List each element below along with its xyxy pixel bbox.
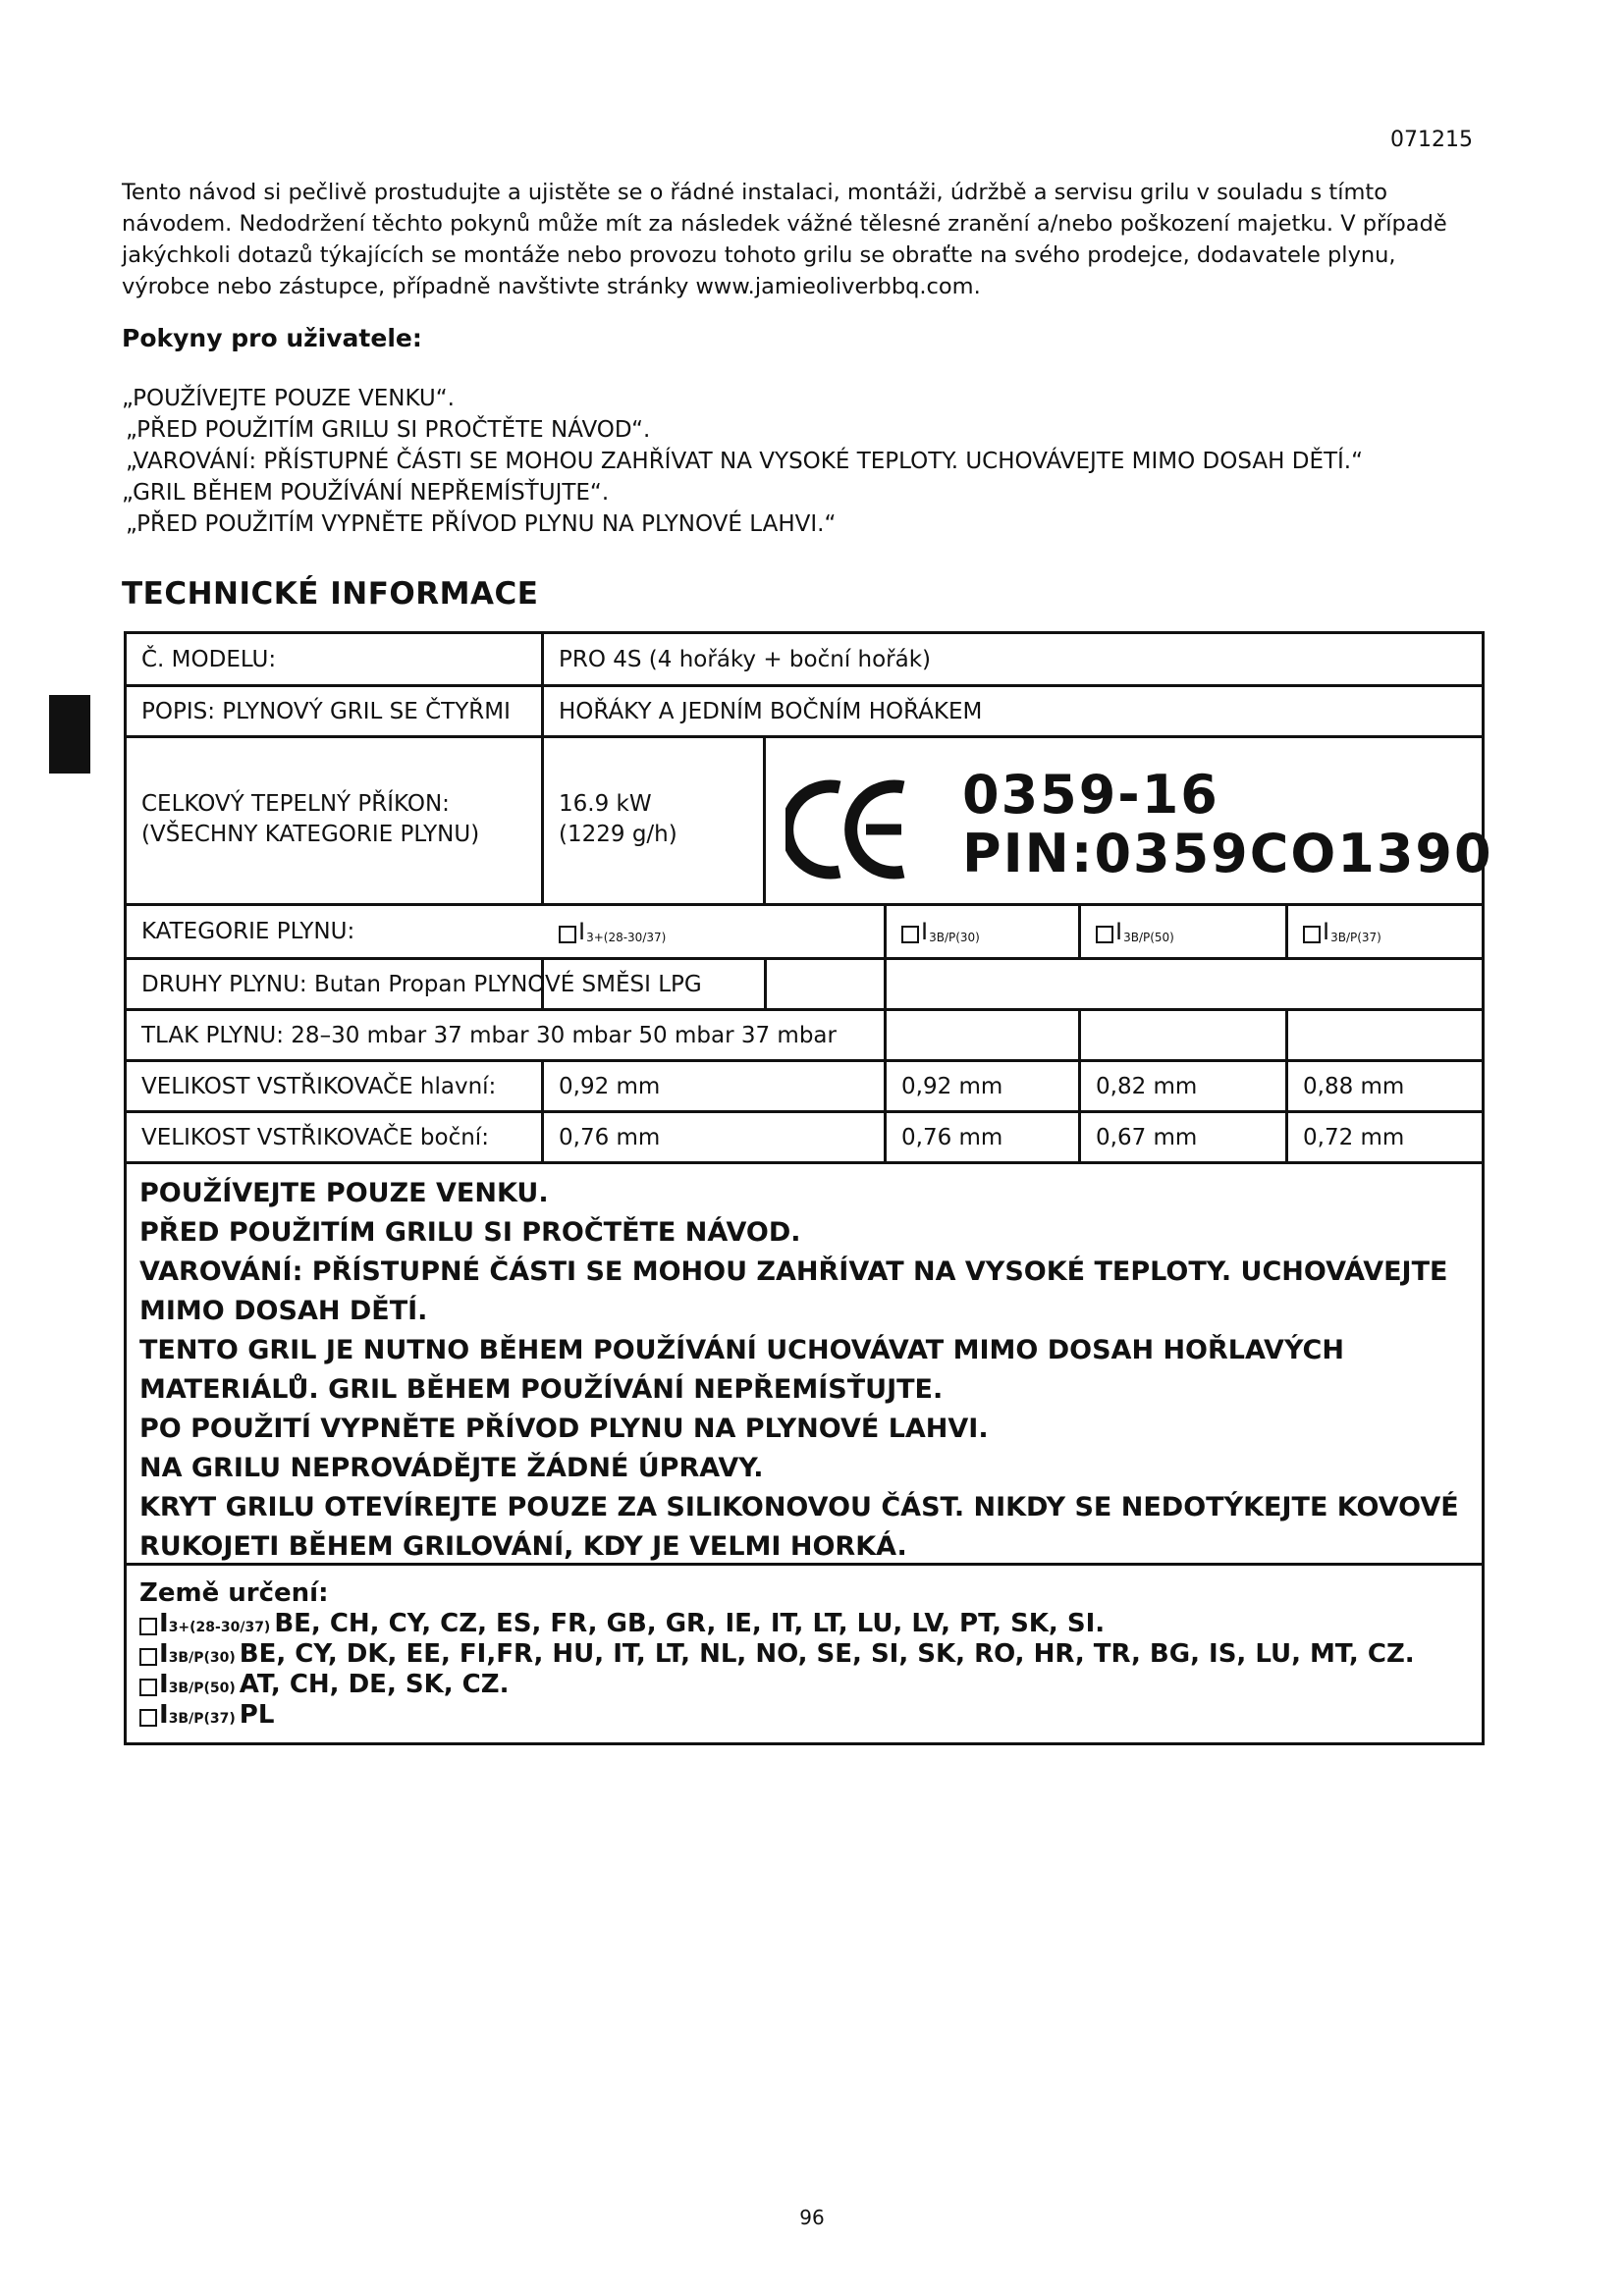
document-number: 071215 [1390,128,1473,152]
checkbox-icon [559,926,576,943]
injector-side-value: 0,72 mm [1303,1124,1405,1150]
destination-heading: Země určení: [139,1578,329,1608]
user-instruction: „PŘED POUŽITÍM VYPNĚTE PŘÍVOD PLYNU NA PLYNOVÉ LAHVI.“ [126,511,837,537]
warning-line: MIMO DOSAH DĚTÍ. [139,1296,428,1326]
model-label: Č. MODELU: [141,646,277,672]
warning-line: POUŽÍVEJTE POUZE VENKU. [139,1178,549,1208]
model-value: PRO 4S (4 hořáky + boční hořák) [559,646,932,672]
destination-row: I 3B/P(37) PL [139,1700,1475,1731]
injector-main-value: 0,92 mm [901,1073,1003,1099]
heat-input-kw: 16.9 kW [559,791,652,817]
checkbox-icon [139,1709,157,1727]
user-instruction: „PŘED POUŽITÍM GRILU SI PROČTĚTE NÁVOD“. [126,417,651,443]
gas-category-1: I 3+(28-30/37) [544,906,884,957]
injector-side-value: 0,67 mm [1096,1124,1198,1150]
user-instruction: „POUŽÍVEJTE POUZE VENKU“. [122,386,455,411]
users-heading: Pokyny pro uživatele: [122,324,422,352]
checkbox-icon [139,1679,157,1696]
intro-paragraph: Tento návod si pečlivě prostudujte a ujistěte se o řádné instalaci, montáži, údržbě a servisu grilu v souladu s tímto návodem. Nedodržení těchto pokynů může mít za následek vážné tělesné zranění a/nebo poškození majetku. V případě jakýchkoli dotazů týkajících se montáže nebo provozu tohoto grilu se obraťte na svého prodejce, dodavatele plynu, výrobce nebo zástupce, případně navštivte stránky www.jamieoliverbbq.com. [122,180,1447,299]
heat-input-gh: (1229 g/h) [559,822,677,847]
gas-category-2: I 3B/P(30) [887,906,1078,957]
warning-line: NA GRILU NEPROVÁDĚJTE ŽÁDNÉ ÚPRAVY. [139,1453,764,1483]
warning-line: MATERIÁLŮ. GRIL BĚHEM POUŽÍVÁNÍ NEPŘEMÍSŤUJTE. [139,1374,944,1405]
injector-side-value: 0,76 mm [901,1124,1003,1150]
heat-input-label-1: CELKOVÝ TEPELNÝ PŘÍKON: [141,791,450,817]
warning-line: KRYT GRILU OTEVÍREJTE POUZE ZA SILIKONOVOU ČÁST. NIKDY SE NEDOTÝKEJTE KOVOVÉ [139,1492,1459,1522]
warning-line: PO POUŽITÍ VYPNĚTE PŘÍVOD PLYNU NA PLYNOVÉ LAHVI. [139,1414,989,1444]
injector-main-value: 0,88 mm [1303,1073,1405,1099]
gas-category-3: I 3B/P(50) [1081,906,1285,957]
injector-side-label: VELIKOST VSTŘIKOVAČE boční: [141,1124,489,1150]
destination-row: I 3B/P(50) AT, CH, DE, SK, CZ. [139,1670,1475,1700]
destination-countries [139,1578,1475,1731]
checkbox-icon [1096,926,1113,943]
description-label: POPIS: PLYNOVÝ GRIL SE ČTYŘMI [141,698,511,724]
checkbox-icon [139,1618,157,1635]
injector-main-value: 0,82 mm [1096,1073,1198,1099]
gas-category-4: I 3B/P(37) [1288,906,1482,957]
destination-row: I 3B/P(30) BE, CY, DK, EE, FI,FR, HU, IT, LT, NL, NO, SE, SI, SK, RO, HR, TR, BG, IS, LU, MT, CZ. [139,1639,1475,1670]
injector-main-label: VELIKOST VSTŘIKOVAČE hlavní: [141,1073,497,1099]
checkbox-icon [139,1648,157,1666]
gas-types: DRUHY PLYNU: Butan Propan PLYNOVÉ SMĚSI LPG [141,971,702,997]
technical-info-heading: TECHNICKÉ INFORMACE [122,576,539,612]
warning-line: RUKOJETI BĚHEM GRILOVÁNÍ, KDY JE VELMI HORKÁ. [139,1531,907,1562]
destination-row: I 3+(28-30/37) BE, CH, CY, CZ, ES, FR, GB, GR, IE, IT, LT, LU, LV, PT, SK, SI. [139,1609,1475,1639]
user-instruction: „GRIL BĚHEM POUŽÍVÁNÍ NEPŘEMÍSŤUJTE“. [122,480,610,506]
injector-side-value: 0,76 mm [559,1124,661,1150]
checkbox-icon [901,926,919,943]
warning-line: TENTO GRIL JE NUTNO BĚHEM POUŽÍVÁNÍ UCHOVÁVAT MIMO DOSAH HOŘLAVÝCH [139,1335,1344,1365]
injector-main-value: 0,92 mm [559,1073,661,1099]
ce-notified-body-code: 0359-16 [962,764,1219,826]
description-value: HOŘÁKY A JEDNÍM BOČNÍM HOŘÁKEM [559,698,983,724]
gas-category-label: KATEGORIE PLYNU: [141,919,355,944]
warning-line: PŘED POUŽITÍM GRILU SI PROČTĚTE NÁVOD. [139,1217,801,1248]
warning-line: VAROVÁNÍ: PŘÍSTUPNÉ ČÁSTI SE MOHOU ZAHŘÍVAT NA VYSOKÉ TEPLOTY. UCHOVÁVEJTE [139,1256,1448,1287]
user-instruction: „VAROVÁNÍ: PŘÍSTUPNÉ ČÁSTI SE MOHOU ZAHŘÍVAT NA VYSOKÉ TEPLOTY. UCHOVÁVEJTE MIMO DOSAH DĚTÍ.“ [126,449,1364,474]
user-instructions-list [122,383,1516,540]
gas-pressure: TLAK PLYNU: 28–30 mbar 37 mbar 30 mbar 50 mbar 37 mbar [141,1022,837,1048]
safety-warnings [139,1174,1475,1567]
page-number: 96 [799,2206,825,2229]
heat-input-label-2: (VŠECHNY KATEGORIE PLYNU) [141,822,480,847]
ce-pin-code: PIN:0359CO1390 [962,823,1493,884]
section-tab-marker [49,695,90,774]
checkbox-icon [1303,926,1321,943]
ce-mark-icon [785,775,913,883]
